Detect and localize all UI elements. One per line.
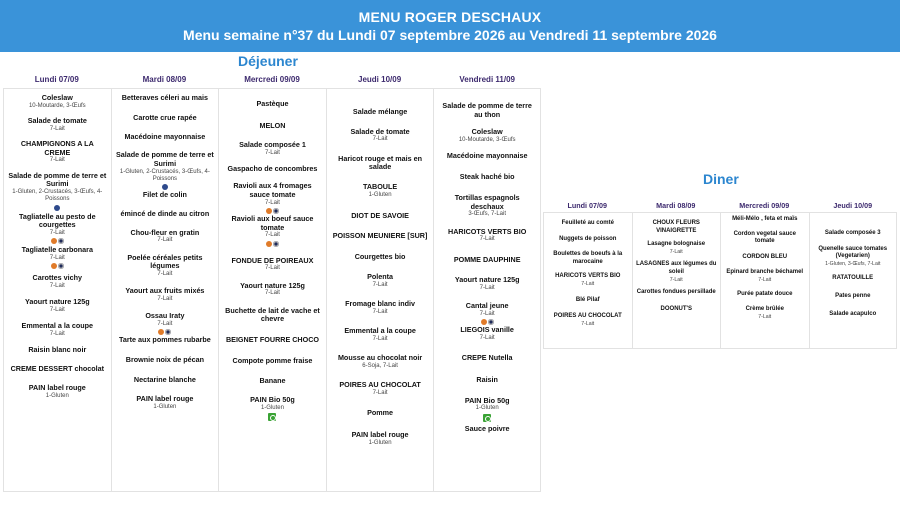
menu-item: [327, 212, 434, 221]
menu-item-name: Epinard branche béchamel: [726, 269, 804, 276]
menu-item-name: POIRES AU CHOCOLAT: [553, 313, 622, 320]
diner-title: Diner: [703, 171, 739, 187]
menu-item-name: Mousse au chocolat noir: [337, 353, 423, 363]
dejeuner-day-column: [111, 74, 219, 492]
allergen-text: 7-Lait: [264, 290, 280, 297]
allergen-text: 7-Lait: [479, 334, 495, 341]
allergen-text: 7-Lait: [49, 283, 65, 290]
menu-item-name: Feuilleté au comté: [561, 220, 614, 226]
allergen-text: 1-Gluten, 2-Crustacés, 3-Œufs, 4-Poissons: [12, 189, 103, 203]
menu-item-name: Betteraves céleri au mais: [121, 93, 209, 102]
diner-day-header: Mardi 08/09: [656, 201, 696, 210]
menu-item: [327, 128, 434, 144]
menu-item-name: CHAMPIGNONS A LA CREME: [20, 139, 94, 157]
menu-item-name: PAIN label rouge: [351, 429, 409, 439]
allergen-text: 10-Moutarde, 3-Œufs: [28, 102, 86, 109]
menu-item: [721, 269, 809, 283]
menu-item-name: HARICOTS VERTS BIO: [555, 273, 621, 280]
menu-item: [112, 254, 219, 279]
menu-item-name: Salade de tomate: [350, 126, 410, 136]
menu-item: [434, 276, 540, 292]
allergen-text: 7-Lait: [581, 320, 595, 327]
menu-item-name: Carottes fondues persillade: [636, 289, 716, 296]
menu-item: [112, 395, 219, 411]
allergen-text: 1-Gluten: [45, 392, 69, 399]
menu-item: [434, 173, 540, 182]
allergen-text: 1-Gluten: [153, 404, 177, 411]
allergen-text: 7-Lait: [49, 125, 65, 132]
allergen-text: 7-Lait: [372, 281, 388, 288]
allergen-text: 1-Gluten: [475, 405, 499, 412]
dejeuner-grid: [3, 74, 541, 492]
menu-item: [327, 253, 434, 262]
menu-item: [4, 117, 111, 133]
menu-item: [112, 133, 219, 142]
menu-item: [219, 257, 326, 273]
menu-item: [434, 397, 540, 422]
allergen-text: 7-Lait: [157, 270, 173, 277]
menu-item: [219, 165, 326, 174]
menu-item: [219, 307, 326, 324]
dejeuner-day-column: [433, 74, 541, 492]
menu-item: [434, 152, 540, 161]
menu-item-name: FONDUE DE POIREAUX: [231, 255, 314, 265]
menu-item-name: Nectarine blanche: [133, 374, 196, 384]
menu-item: [327, 183, 434, 199]
menu-item: [219, 357, 326, 366]
allergen-text: 7-Lait: [372, 389, 388, 396]
menu-item-name: Fromage blanc indiv: [345, 299, 416, 309]
allergen-text: 7-Lait: [372, 308, 388, 315]
menu-item-name: PAIN label rouge: [28, 382, 86, 392]
allergen-text: 7-Lait: [49, 331, 65, 338]
menu-item: [327, 431, 434, 447]
menu-item: [219, 215, 326, 247]
dejeuner-day-header: Jeudi 10/09: [358, 75, 402, 84]
menu-item: [810, 275, 897, 283]
menu-item-name: Filet de colin: [142, 190, 187, 200]
dejeuner-day-header: Mercredi 09/09: [244, 75, 300, 84]
menu-item: [327, 155, 434, 172]
menu-item: [4, 213, 111, 245]
menu-item-name: Courgettes bio: [354, 251, 406, 261]
diner-day-column: [632, 201, 721, 349]
menu-item-name: Tagliatelle carbonara: [21, 245, 93, 255]
menu-item-name: Raisin blanc noir: [28, 345, 87, 355]
menu-item-name: Ossau Iraty: [145, 311, 185, 321]
menu-item-name: Cantal jeune: [465, 301, 509, 311]
dejeuner-day-column: [326, 74, 434, 492]
menu-item: [4, 94, 111, 110]
menu-item-name: Steak haché bio: [459, 172, 515, 182]
menu-item-name: LIEGOIS vanille: [460, 325, 514, 335]
menu-item-name: Crème brûlée: [745, 306, 784, 313]
menu-item: [721, 291, 809, 299]
menu-item-name: Salade de tomate: [27, 116, 87, 125]
allergen-text: 7-Lait: [157, 320, 173, 327]
menu-item-name: émincé de dinde au citron: [120, 208, 210, 218]
menu-item: [544, 273, 632, 287]
dejeuner-day-box: [111, 88, 219, 492]
menu-item-name: Yaourt nature 125g: [454, 275, 520, 285]
menu-item-name: MELON: [259, 120, 286, 130]
diner-day-box: [720, 212, 809, 349]
diner-grid: [543, 201, 897, 349]
allergen-text: 7-Lait: [581, 280, 595, 287]
menu-item-name: Coleslaw: [471, 127, 503, 137]
menu-item-name: Tarte aux pommes rubarbe: [119, 335, 211, 345]
allergen-text: 7-Lait: [758, 276, 772, 283]
france-icon: [58, 238, 64, 244]
bio-icon: [483, 414, 491, 422]
menu-item: [219, 122, 326, 131]
menu-item-name: Raisin: [476, 374, 498, 384]
menu-item-name: Salade de pomme de terre et Surimi: [115, 150, 214, 168]
allergen-text: 7-Lait: [157, 237, 173, 244]
menu-item-name: Salade mélange: [352, 107, 408, 116]
menu-title: MENU ROGER DESCHAUX: [358, 9, 542, 25]
menu-item-name: POISSON MEUNIERE [SUR]: [332, 230, 428, 240]
menu-item: [544, 236, 632, 244]
menu-item-name: Haricot rouge et mais en salade: [338, 153, 423, 172]
allergen-text: 7-Lait: [669, 248, 683, 255]
menu-item-name: CORDON BLEU: [742, 253, 788, 260]
orange-icon: [51, 263, 57, 269]
orange-icon: [266, 208, 272, 214]
menu-item: [4, 365, 111, 374]
label-icons: [7, 205, 108, 211]
label-icons: [222, 413, 323, 421]
menu-item-name: Ravioli aux boeuf sauce tomate: [231, 213, 314, 232]
menu-item-name: Lasagne bolognaise: [647, 241, 706, 248]
menu-item-name: Emmental a la coupe: [344, 326, 416, 336]
menu-item: [4, 298, 111, 314]
allergen-text: 1-Gluten: [368, 191, 392, 198]
menu-item: [112, 151, 219, 190]
menu-item: [327, 273, 434, 289]
menu-item: [112, 376, 219, 385]
menu-item-name: BEIGNET FOURRE CHOCO: [225, 334, 319, 344]
menu-item-name: PAIN Bio 50g: [250, 395, 295, 405]
menu-item: [327, 300, 434, 316]
menu-item-name: Méli-Mélo , feta et maïs: [732, 216, 798, 222]
menu-item: [434, 194, 540, 219]
menu-item: [112, 356, 219, 365]
menu-item-name: Yaourt aux fruits mixés: [125, 286, 205, 296]
dejeuner-day-box: [326, 88, 434, 492]
dejeuner-day-header: Lundi 07/09: [34, 75, 79, 84]
menu-item: [4, 246, 111, 269]
menu-item: [112, 287, 219, 303]
allergen-text: 1-Gluten: [368, 439, 392, 446]
menu-item: [721, 231, 809, 246]
menu-item-name: Tortillas espagnols deschaux: [454, 192, 520, 211]
menu-item-name: LASAGNES aux légumes du soleil: [636, 261, 717, 275]
menu-item: [327, 232, 434, 241]
allergen-text: 7-Lait: [157, 295, 173, 302]
menu-item-name: Emmental a la coupe: [21, 321, 94, 331]
allergen-text: 7-Lait: [372, 335, 388, 342]
menu-item-name: Macédoine mayonnaise: [124, 132, 206, 142]
menu-item: [544, 220, 632, 228]
allergen-text: 7-Lait: [669, 276, 683, 283]
menu-item: [327, 381, 434, 397]
menu-item-name: Quenelle sauce tomates (Vegetarien): [818, 245, 888, 260]
allergen-text: 7-Lait: [49, 307, 65, 314]
menu-item: [721, 216, 809, 224]
menu-item-name: Tagliatelle au pesto de courgettes: [19, 211, 96, 230]
menu-item: [112, 210, 219, 219]
menu-item: [544, 251, 632, 266]
menu-item-name: Salade composée 1: [239, 140, 306, 150]
menu-item: [4, 384, 111, 400]
menu-item-name: Poelée céréales petits légumes: [127, 252, 203, 271]
diner-day-header: Mercredi 09/09: [739, 201, 790, 210]
dejeuner-day-box: [433, 88, 541, 492]
menu-item: [219, 396, 326, 421]
menu-item-name: CREME DESSERT chocolat: [10, 364, 105, 374]
dejeuner-day-header: Vendredi 11/09: [459, 75, 515, 84]
allergen-text: 7-Lait: [479, 310, 495, 317]
allergen-text: 7-Lait: [264, 199, 280, 206]
menu-item-name: Compote pomme fraise: [232, 355, 313, 365]
menu-item-name: CHOUX FLEURS VINAIGRETTE: [652, 220, 700, 234]
menu-item: [4, 140, 111, 165]
allergen-text: 7-Lait: [49, 255, 65, 262]
allergen-text: 7-Lait: [264, 265, 280, 272]
allergen-text: 10-Moutarde, 3-Œufs: [458, 137, 516, 144]
menu-item: [633, 220, 721, 235]
allergen-text: 1-Gluten, 2-Crustacés, 3-Œufs, 4-Poissons: [119, 168, 210, 182]
menu-subtitle: Menu semaine n°37 du Lundi 07 septembre 2026 au Vendredi 11 septembre 2026: [183, 27, 717, 43]
menu-item-name: Purée patate douce: [737, 290, 793, 297]
diner-day-box: [632, 212, 721, 349]
france-icon: [58, 263, 64, 269]
menu-item-name: Gaspacho de concombres: [227, 164, 318, 174]
allergen-text: 7-Lait: [479, 284, 495, 291]
allergen-text: 7-Lait: [264, 232, 280, 239]
allergen-text: 1-Gluten, 3-Œufs, 7-Lait: [825, 260, 881, 267]
menu-item: [219, 336, 326, 345]
menu-item: [327, 327, 434, 343]
diner-day-box: [543, 212, 632, 349]
menu-item-name: Pastèque: [256, 99, 289, 108]
menu-item: [434, 228, 540, 244]
menu-item: [327, 108, 434, 117]
diner-day-column: [720, 201, 809, 349]
label-icons: [7, 238, 108, 244]
menu-item-name: DIOT DE SAVOIE: [351, 211, 409, 221]
menu-item-name: Banane: [259, 376, 286, 386]
menu-item: [434, 302, 540, 325]
menu-item: [633, 289, 721, 297]
allergen-text: 7-Lait: [372, 136, 388, 143]
menu-item: [219, 141, 326, 157]
menu-item: [4, 322, 111, 338]
allergen-text: 7-Lait: [758, 313, 772, 320]
menu-item: [112, 114, 219, 123]
menu-item-name: Brownie noix de pécan: [125, 354, 205, 364]
menu-item-name: Carotte crue rapée: [133, 112, 197, 122]
menu-item: [219, 282, 326, 298]
orange-icon: [51, 238, 57, 244]
menu-item: [434, 256, 540, 265]
diner-day-header: Lundi 07/09: [567, 201, 608, 210]
allergen-text: 7-Lait: [479, 236, 495, 243]
allergen-text: 6-Soja, 7-Lait: [362, 362, 398, 369]
menu-item-name: Blé Pilaf: [575, 296, 600, 303]
menu-item-name: Salade acapulco: [829, 310, 877, 317]
menu-item-name: Chou-fleur en gratin: [130, 227, 200, 237]
menu-item: [633, 241, 721, 255]
orange-icon: [266, 241, 272, 247]
menu-item-name: PAIN Bio 50g: [464, 395, 510, 405]
menu-item: [721, 306, 809, 320]
menu-item-name: Buchette de lait de vache et chevre: [225, 305, 320, 324]
menu-item-name: Pates penne: [835, 292, 871, 299]
france-icon: [273, 241, 279, 247]
euro-icon: [54, 205, 60, 211]
menu-item: [810, 230, 897, 238]
label-icons: [222, 208, 323, 214]
menu-item: [434, 102, 540, 119]
dejeuner-day-header: Mardi 08/09: [142, 75, 187, 84]
menu-item-name: Salade de pomme de terre et Surimi: [8, 170, 107, 189]
menu-item: [4, 172, 111, 211]
menu-item-name: Carottes vichy: [32, 273, 83, 283]
diner-day-column: [809, 201, 898, 349]
menu-item: [112, 336, 219, 345]
diner-day-box: [809, 212, 898, 349]
menu-item: [434, 128, 540, 144]
menu-item-name: Boulettes de boeufs à la marocaine: [553, 251, 623, 265]
menu-item: [810, 246, 897, 268]
menu-item: [434, 425, 540, 434]
france-icon: [273, 208, 279, 214]
menu-item: [4, 346, 111, 355]
menu-item-name: RATATOUILLE: [832, 275, 874, 282]
menu-item-name: DOONUT'S: [660, 305, 692, 312]
menu-item-name: Salade de pomme de terre au thon: [442, 101, 532, 119]
menu-item-name: POMME DAUPHINE: [453, 254, 521, 264]
menu-item-name: Yaourt nature 125g: [24, 297, 90, 307]
menu-item: [810, 311, 897, 319]
menu-item: [219, 182, 326, 214]
dejeuner-title: Déjeuner: [238, 53, 298, 69]
menu-item-name: HARICOTS VERTS BIO: [448, 226, 527, 236]
dejeuner-day-column: [3, 74, 111, 492]
menu-item: [633, 261, 721, 283]
menu-item-name: Pomme: [367, 408, 394, 418]
menu-item-name: CREPE Nutella: [461, 353, 513, 363]
diner-day-column: [543, 201, 632, 349]
menu-item-name: Polenta: [367, 272, 394, 282]
menu-item: [219, 100, 326, 109]
menu-item-name: Cordon vegetal sauce tomate: [733, 230, 796, 245]
diner-day-header: Jeudi 10/09: [833, 201, 873, 210]
bio-icon: [268, 413, 276, 421]
menu-item-name: Salade composée 3: [824, 230, 881, 236]
menu-item: [112, 229, 219, 245]
menu-item: [633, 306, 721, 314]
header-banner: [0, 0, 900, 52]
menu-item-name: Coleslaw: [41, 93, 73, 102]
menu-item: [721, 254, 809, 262]
label-icons: [7, 263, 108, 269]
menu-item: [544, 297, 632, 305]
menu-item: [219, 377, 326, 386]
menu-item: [327, 354, 434, 370]
menu-item: [434, 326, 540, 342]
menu-item: [112, 94, 219, 103]
menu-item: [112, 312, 219, 335]
menu-item-name: Nuggets de poisson: [559, 235, 617, 242]
menu-item: [4, 274, 111, 290]
menu-item: [327, 409, 434, 418]
allergen-text: 1-Gluten: [260, 404, 284, 411]
dejeuner-day-box: [218, 88, 326, 492]
label-icons: [222, 241, 323, 247]
menu-item-name: Sauce poivre: [464, 423, 510, 433]
allergen-text: 7-Lait: [264, 150, 280, 157]
menu-item: [434, 354, 540, 363]
allergen-text: 7-Lait: [49, 157, 65, 164]
menu-item: [112, 191, 219, 200]
label-icons: [437, 414, 537, 422]
menu-item-name: TABOULE: [362, 182, 398, 192]
menu-item-name: Ravioli aux 4 fromages sauce tomate: [233, 181, 312, 199]
menu-item-name: PAIN label rouge: [136, 394, 194, 404]
dejeuner-day-column: [218, 74, 326, 492]
menu-item-name: POIRES AU CHOCOLAT: [339, 380, 421, 390]
allergen-text: 3-Œufs, 7-Lait: [468, 211, 507, 218]
menu-item: [810, 293, 897, 301]
menu-item: [544, 313, 632, 327]
menu-item: [434, 376, 540, 385]
menu-item-name: Yaourt nature 125g: [240, 280, 305, 290]
allergen-text: 7-Lait: [49, 230, 65, 237]
dejeuner-day-box: [3, 88, 111, 492]
menu-item-name: Macédoine mayonnaise: [446, 151, 528, 161]
